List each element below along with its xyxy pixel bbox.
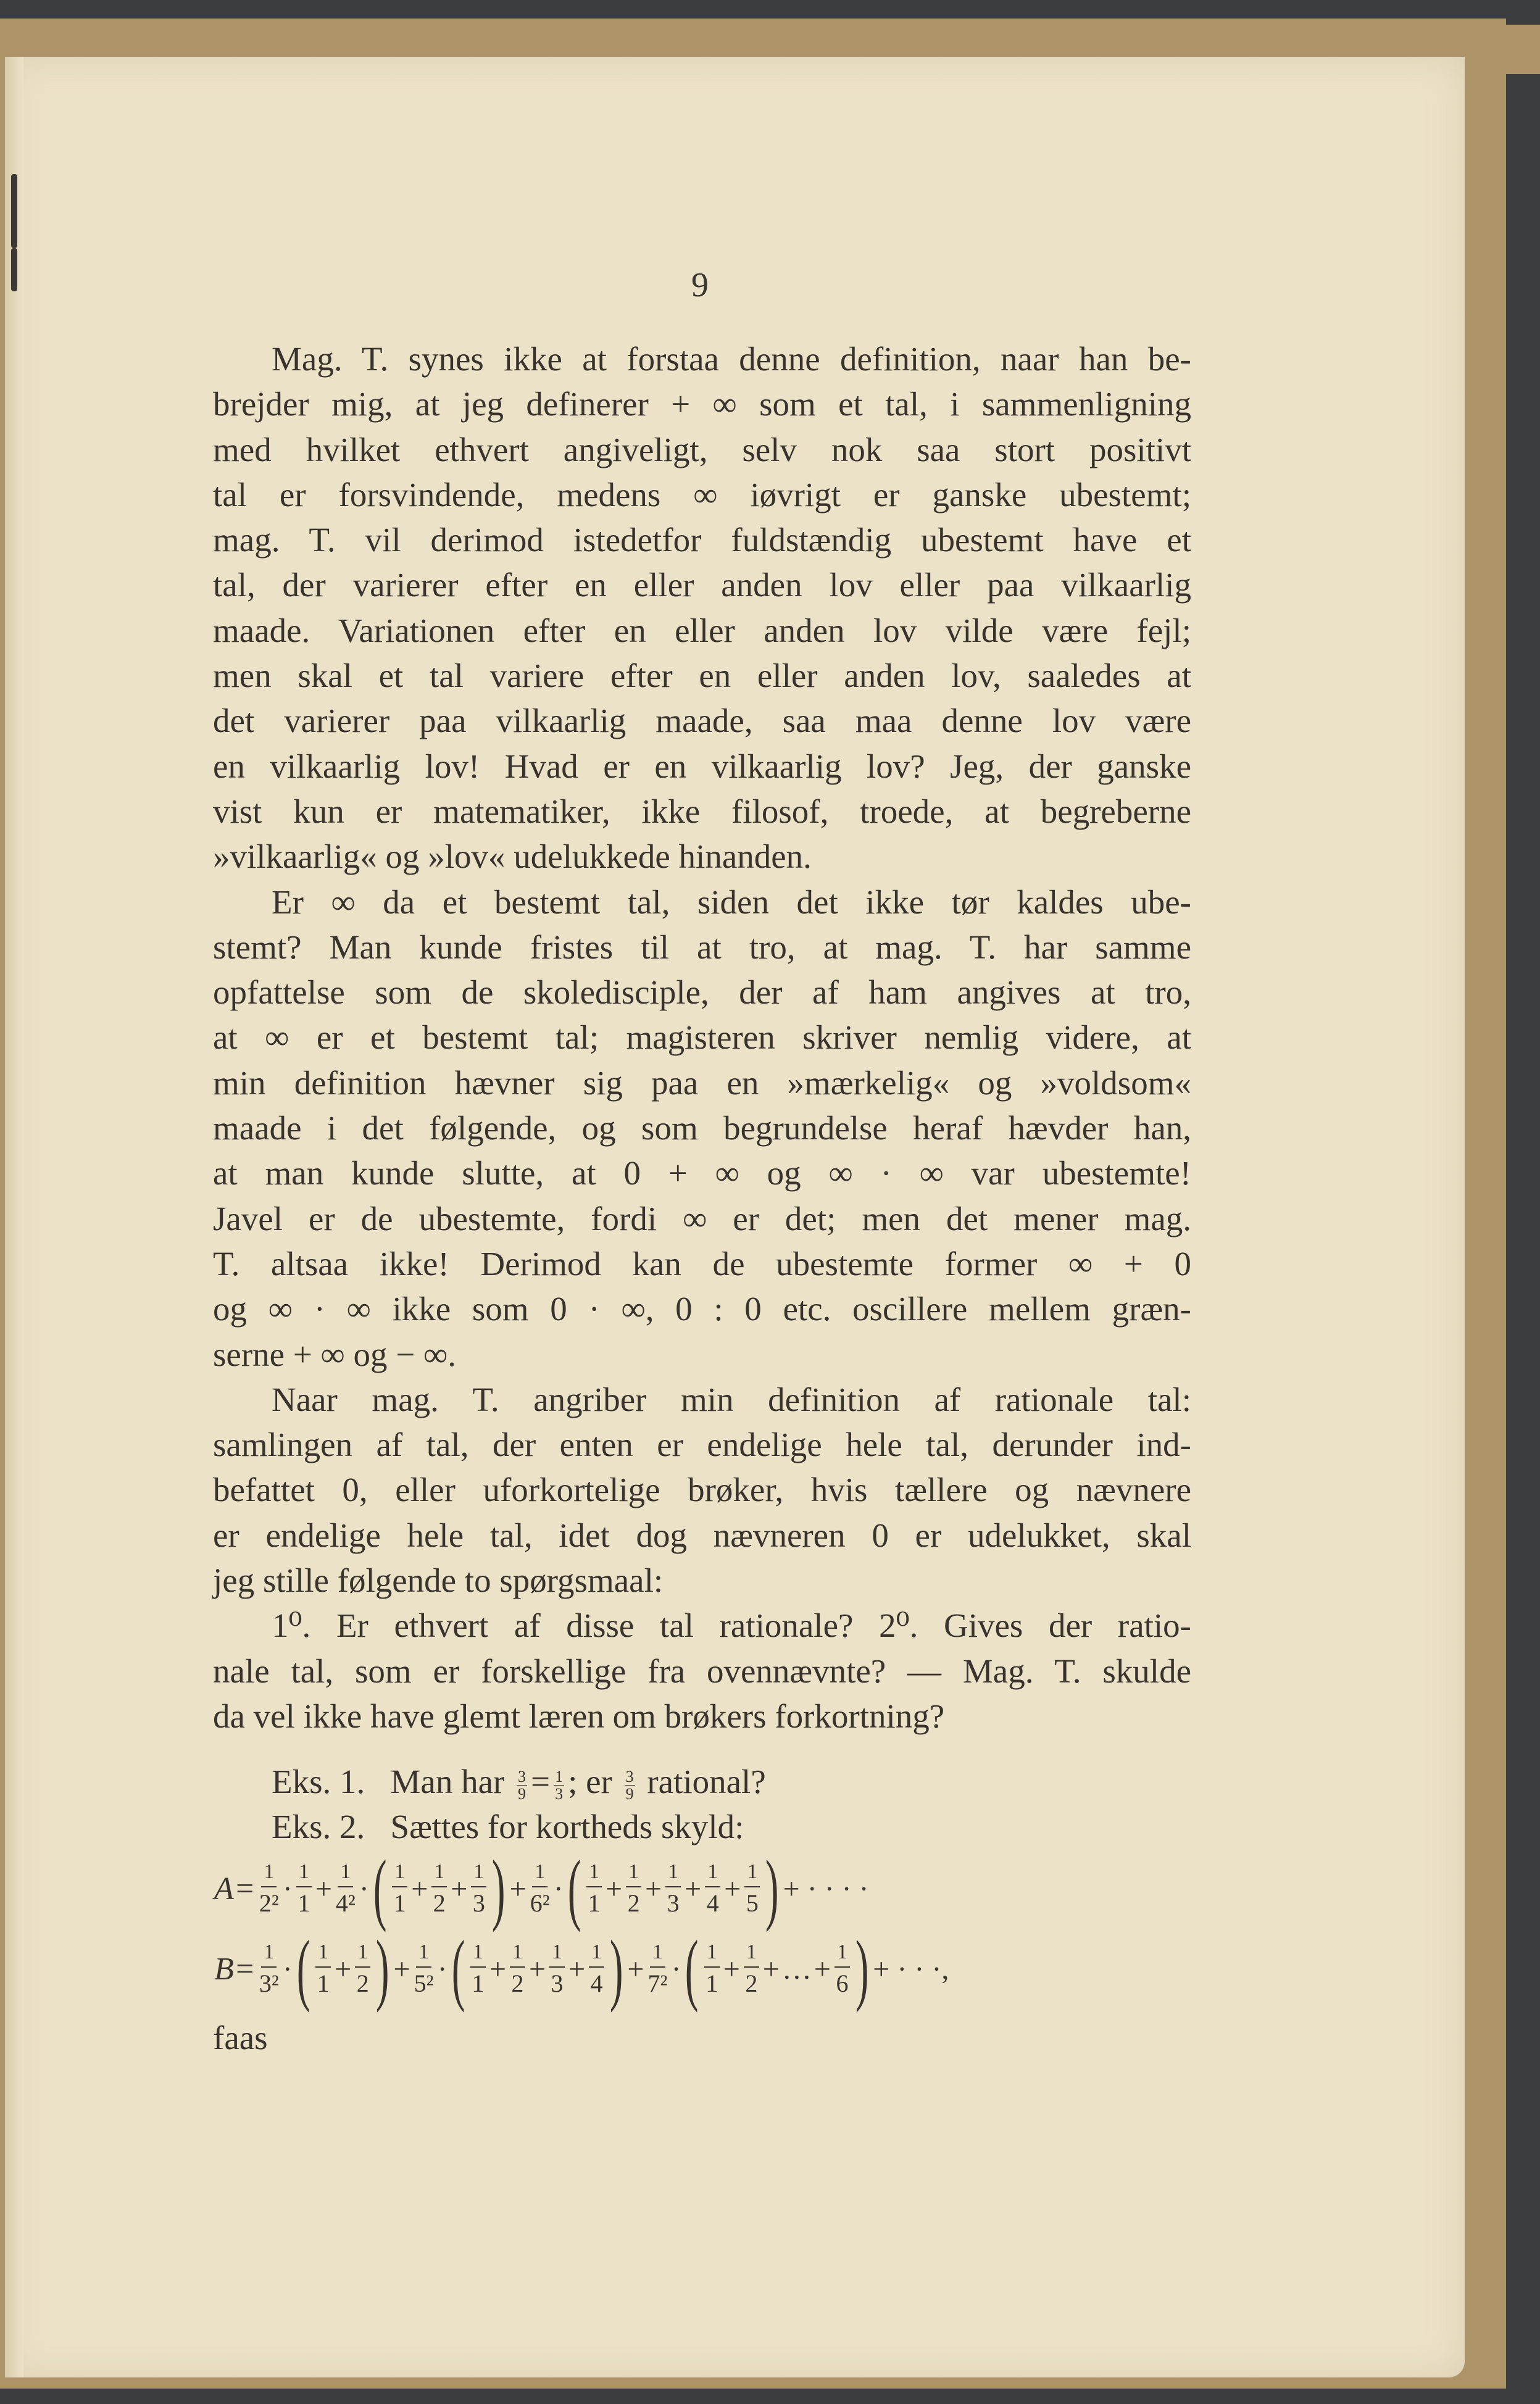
fraction-denominator: 3²: [259, 1969, 279, 1997]
plus-sign: +: [315, 1872, 332, 1905]
example-1-label: Eks. 1.: [272, 1763, 365, 1800]
fraction-numerator: 1: [704, 1942, 720, 1968]
fraction-numerator: 1: [744, 1942, 759, 1968]
plus-sign: +: [762, 1952, 780, 1986]
fraction-denominator: 2: [356, 1969, 369, 1997]
text-line: stemt? Man kunde fristes til at tro, at mag. T. har samme: [213, 928, 1191, 966]
dot-operator: ·: [359, 1872, 369, 1905]
left-paren: (: [451, 1924, 465, 2013]
binding-thread-mark: [11, 248, 17, 291]
example-1-prefix: Man har: [390, 1763, 505, 1800]
fraction: [647, 1942, 667, 1996]
fraction-3-9: $\frac{3}{9}$: [518, 1767, 527, 1803]
example-2-text: Sættes for kortheds skyld:: [390, 1808, 744, 1845]
fraction-denominator: 1: [298, 1889, 310, 1917]
fraction-numerator: 1: [261, 1942, 277, 1968]
right-paren: ): [765, 1844, 779, 1933]
plus-sign: +: [451, 1872, 468, 1905]
closing-word: faas: [213, 2019, 268, 2057]
formula-tail: + · · ·,: [873, 1952, 949, 1986]
fraction-numerator: 1: [261, 1861, 277, 1887]
fraction-denominator: 5: [746, 1889, 759, 1917]
fraction-numerator: 1: [392, 1861, 407, 1887]
formula-lhs: B=: [214, 1951, 256, 1987]
plus-sign: +: [814, 1952, 831, 1986]
text-line: T. altsaa ikke! Derimod kan de ubestemte former ∞ + 0: [213, 1244, 1191, 1283]
dot-operator: ·: [553, 1872, 564, 1905]
text-line: at ∞ er et bestemt tal; magisteren skriver nemlig videre, at: [213, 1018, 1191, 1057]
left-paren: (: [373, 1844, 387, 1933]
fraction-denominator: 2²: [259, 1889, 279, 1917]
fraction-denominator: 6²: [530, 1889, 550, 1917]
fraction: [549, 1942, 565, 1996]
plus-sign: +: [509, 1872, 527, 1905]
fraction-denominator: 6: [836, 1969, 849, 1997]
fraction: [530, 1861, 550, 1916]
fraction: [296, 1861, 312, 1916]
text-line: jeg stille følgende to spørgsmaal:: [213, 1562, 664, 1600]
dot-operator: ·: [282, 1872, 293, 1905]
text-line: serne + ∞ og − ∞.: [213, 1335, 456, 1373]
fraction-numerator: 1: [705, 1861, 720, 1887]
fraction: [336, 1861, 356, 1916]
plus-sign: +: [568, 1952, 586, 1986]
plus-sign: +: [724, 1872, 741, 1905]
text-line: Er ∞ da et bestemt tal, siden det ikke tør kaldes ube-: [272, 883, 1191, 921]
fraction-denominator: 1: [472, 1969, 485, 1997]
fraction: [259, 1942, 279, 1996]
formula-b: [213, 1924, 950, 2013]
fraction: [744, 1942, 759, 1996]
dot-operator: ·: [671, 1952, 681, 1986]
text-line: brejder mig, at jeg definerer + ∞ som et tal, i sammenligning: [213, 385, 1191, 423]
plus-sign: +: [723, 1952, 740, 1986]
fraction-denominator: 3: [472, 1889, 485, 1917]
fraction: [471, 1861, 486, 1916]
fraction: [705, 1861, 720, 1916]
gutter-shade: [5, 57, 23, 2377]
text-line: en vilkaarlig lov! Hvad er en vilkaarlig lov? Jeg, der ganske: [213, 747, 1191, 785]
fraction-denominator: 2: [627, 1889, 640, 1917]
fraction-3-9: $\frac{3}{9}$: [625, 1767, 634, 1803]
text-line: men skal et tal variere efter en eller anden lov, saaledes at: [213, 657, 1191, 695]
fraction-denominator: 2: [511, 1969, 524, 1997]
fraction-denominator: 1: [393, 1889, 406, 1917]
binding-thread-mark: [11, 174, 17, 248]
text-line: »vilkaarlig« og »lov« udelukkede hinanden.: [213, 838, 812, 876]
plus-sign: +: [335, 1952, 352, 1986]
right-paren: ): [855, 1924, 869, 2013]
text-line: og ∞ · ∞ ikke som 0 · ∞, 0 : 0 etc. oscillere mellem græn-: [213, 1290, 1191, 1328]
text-line: maade i det følgende, og som begrundelse heraf hævder han,: [213, 1109, 1191, 1147]
right-paren: ): [609, 1924, 623, 2013]
text-line: Naar mag. T. angriber min definition af rationale tal:: [272, 1380, 1191, 1418]
plus-sign: +: [393, 1952, 410, 1986]
text-line: maade. Variationen efter en eller anden lov vilde være fejl;: [213, 611, 1191, 649]
fraction-denominator: 2: [433, 1889, 446, 1917]
formula-a: [213, 1844, 870, 1933]
fraction: [589, 1942, 604, 1996]
text-line: med hvilket ethvert angiveligt, selv nok saa stort positivt: [213, 430, 1191, 468]
text-line: Javel er de ubestemte, fordi ∞ er det; men det mener mag.: [213, 1199, 1191, 1237]
fraction-denominator: 4: [590, 1969, 603, 1997]
fraction-numerator: 1: [315, 1942, 331, 1968]
fraction: [586, 1861, 602, 1916]
text-line: at man kunde slutte, at 0 + ∞ og ∞ · ∞ var ubestemte!: [213, 1154, 1191, 1192]
fraction-numerator: 1: [532, 1861, 547, 1887]
left-paren: (: [685, 1924, 699, 2013]
plus-sign: +: [645, 1872, 662, 1905]
text-line: da vel ikke have glemt læren om brøkers forkortning?: [213, 1697, 945, 1735]
fraction-1-3: $\frac{1}{3}$: [555, 1767, 564, 1803]
fraction-numerator: 1: [589, 1942, 604, 1968]
formula-tail: + · · · ·: [783, 1872, 869, 1905]
body-text: [213, 336, 1191, 1739]
fraction-denominator: 1: [588, 1889, 601, 1917]
fraction-numerator: 1: [355, 1942, 370, 1968]
text-line: mag. T. vil derimod istedetfor fuldstændig ubestemt have et: [213, 521, 1191, 559]
fraction: [392, 1861, 407, 1916]
left-paren: (: [567, 1844, 581, 1933]
fraction-numerator: 1: [471, 1861, 486, 1887]
text-line: nale tal, som er forskellige fra ovennævnte? — Mag. T. skulde: [213, 1652, 1191, 1690]
fraction: [259, 1861, 279, 1916]
text-line: samlingen af tal, der enten er endelige hele tal, derunder ind-: [213, 1426, 1191, 1464]
text-line: opfattelse som de skoledisciple, der af ham angives at tro,: [213, 973, 1191, 1012]
right-paren: ): [492, 1844, 506, 1933]
fraction-numerator: 1: [665, 1861, 681, 1887]
fraction: [470, 1942, 486, 1996]
fraction-numerator: 1: [835, 1942, 850, 1968]
fraction: [704, 1942, 720, 1996]
fraction-numerator: 1: [296, 1861, 312, 1887]
fraction-denominator: 5²: [414, 1969, 434, 1997]
plus-sign: +: [411, 1872, 428, 1905]
text-line: tal, der varierer efter en eller anden lov eller paa vilkaarlig: [213, 566, 1191, 604]
text-line: Mag. T. synes ikke at forstaa denne definition, naar han be-: [272, 340, 1191, 378]
fraction-numerator: 1: [416, 1942, 431, 1968]
fraction: [665, 1861, 681, 1916]
fraction-numerator: 1: [338, 1861, 353, 1887]
dot-operator: ·: [437, 1952, 447, 1986]
left-paren: (: [296, 1924, 310, 2013]
text-line: vist kun er matematiker, ikke filosof, troede, at begreberne: [213, 792, 1191, 830]
plus-sign: +: [606, 1872, 623, 1905]
fraction-numerator: 1: [431, 1861, 447, 1887]
fraction-numerator: 1: [470, 1942, 486, 1968]
plus-sign: +: [685, 1872, 702, 1905]
plus-sign: +: [489, 1952, 506, 1986]
fraction: [431, 1861, 447, 1916]
fraction-denominator: 4²: [335, 1889, 356, 1917]
dot-operator: ·: [282, 1952, 293, 1986]
fraction-numerator: 1: [586, 1861, 602, 1887]
fraction-denominator: 3: [551, 1969, 564, 1997]
fraction: [744, 1861, 760, 1916]
fraction-numerator: 1: [744, 1861, 760, 1887]
page-number: 9: [691, 266, 709, 304]
fraction-denominator: 1: [705, 1969, 718, 1997]
plus-sign: +: [627, 1952, 644, 1986]
example-1: Eks. 1. Man har $\frac{3}{9}$ = $\frac{1}{3}$ ; er $\frac{3}{9}$ rational? Eks. 2. Sættes for kortheds skyld:: [272, 1763, 766, 1845]
text-line: er endelige hele tal, idet dog nævneren 0 er udelukket, skal: [213, 1516, 1191, 1554]
example-2-label: Eks. 2.: [272, 1808, 365, 1845]
fraction-numerator: 1: [549, 1942, 565, 1968]
plus-sign: +: [528, 1952, 546, 1986]
formula-lhs: A=: [214, 1871, 256, 1907]
fraction: [510, 1942, 525, 1996]
fraction: [626, 1861, 641, 1916]
fraction: [835, 1942, 850, 1996]
ellipsis: …: [781, 1952, 812, 1986]
fraction: [355, 1942, 370, 1996]
fraction-denominator: 4: [706, 1889, 719, 1917]
fraction: [315, 1942, 331, 1996]
fraction-numerator: 1: [650, 1942, 665, 1968]
right-paren: ): [376, 1924, 389, 2013]
fraction-denominator: 3: [667, 1889, 680, 1917]
text-line: min definition hævner sig paa en »mærkelig« og »voldsom«: [213, 1063, 1191, 1102]
fraction: [414, 1942, 434, 1996]
text-line: tal er forsvindende, medens ∞ iøvrigt er ganske ubestemt;: [213, 475, 1191, 514]
fraction-numerator: 1: [510, 1942, 525, 1968]
fraction-denominator: 1: [317, 1969, 330, 1997]
text-line: befattet 0, eller uforkortelige brøker, hvis tællere og nævnere: [213, 1471, 1191, 1509]
fraction-denominator: 7²: [647, 1969, 668, 1997]
text-line: 1⁰. Er ethvert af disse tal rationale? 2⁰. Gives der ratio-: [272, 1607, 1191, 1645]
example-1-suffix: rational?: [647, 1763, 766, 1800]
fraction-numerator: 1: [626, 1861, 641, 1887]
text-line: det varierer paa vilkaarlig maade, saa maa denne lov være: [213, 702, 1191, 740]
fraction-denominator: 2: [745, 1969, 758, 1997]
